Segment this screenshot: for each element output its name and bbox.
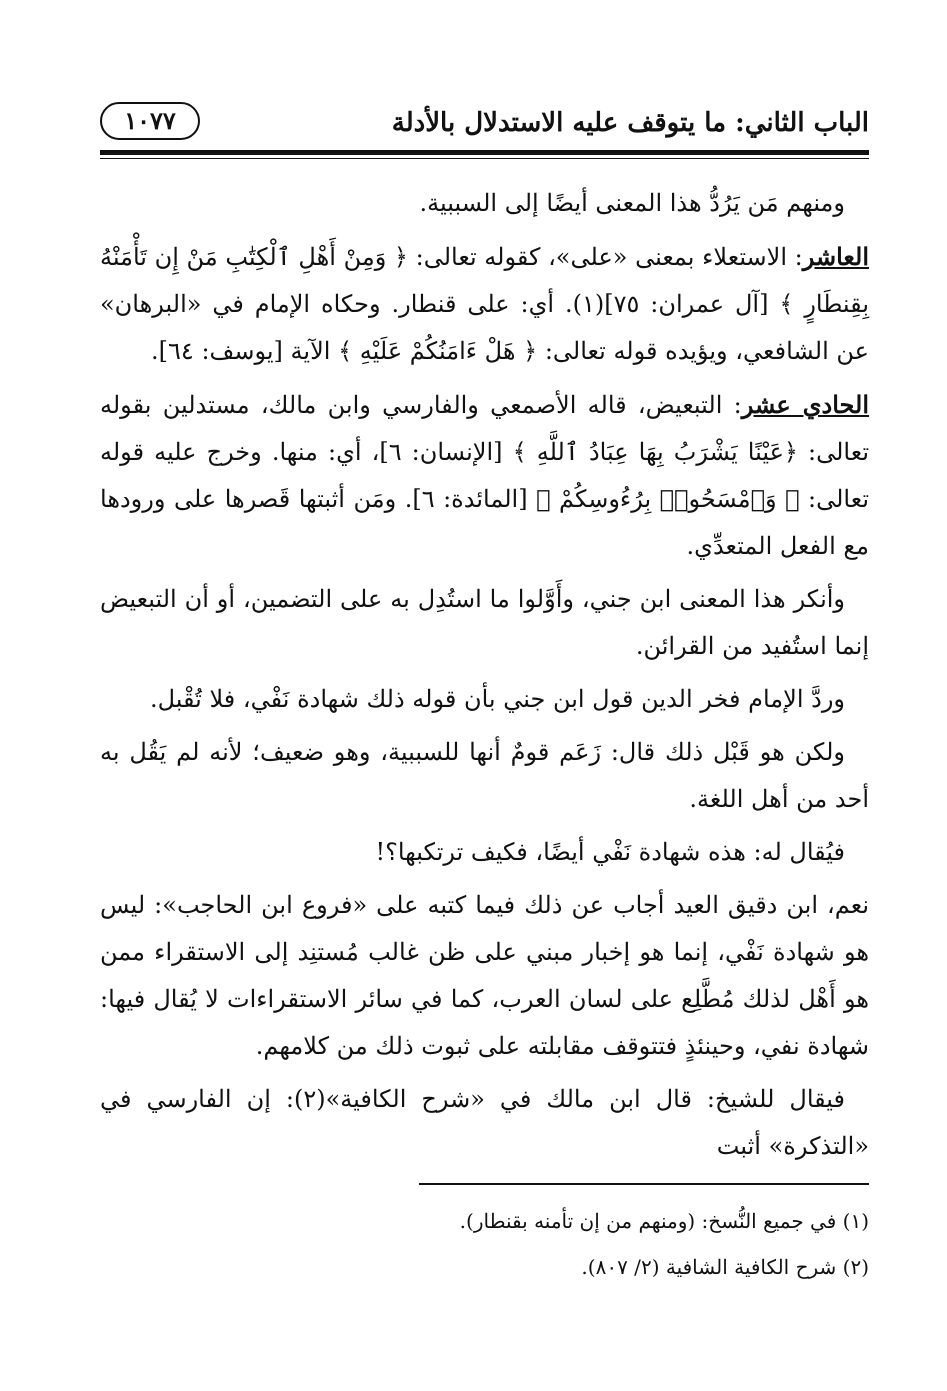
paragraph [100, 576, 869, 670]
running-title: الباب الثاني: ما يتوقف عليه الاستدلال بالأدلة [391, 108, 869, 138]
page-header [100, 96, 869, 148]
paragraph [100, 829, 869, 876]
paragraph-text: نعم، ابن دقيق العيد أجاب عن ذلك فيما كتبه على «فروع ابن الحاجب»: ليس هو شهادة نَفْي، إنما هو إخبار مبني على ظن غالب مُستنِد إلى الاستقراء ممن هو أَهْل لذلك مُطَّلِع على لسان العرب، كما في سائر الاستقراءات لا يُقال فيها: شهادة نفي، وحينئذٍ فتتوقف مقابلته على ثبوت ذلك من كلامهم. [100, 891, 870, 1060]
header-rule-thin [100, 158, 869, 159]
header-rule-thick [100, 150, 869, 155]
page-number-badge: ١٠٧٧ [100, 102, 200, 140]
paragraph [100, 180, 869, 227]
paragraph [100, 676, 869, 723]
paragraph [100, 1076, 869, 1170]
paragraph [100, 882, 869, 1070]
paragraph [100, 381, 869, 570]
section-lead: الحادي عشر [741, 390, 870, 419]
footnote: (١) في جميع النُّسخ: (ومنهم من إن تأمنه بقنطار). [459, 1209, 869, 1233]
paragraph-text: ومنهم مَن يَرُدُّ هذا المعنى أيضًا إلى السببية. [419, 189, 845, 217]
paragraph [100, 233, 869, 375]
paragraph-text: فيُقال له: هذه شهادة نَفْي أيضًا، فكيف ترتكبها؟! [375, 838, 845, 866]
paragraph-text: : الاستعلاء بمعنى «على»، كقوله تعالى: ﴿ وَمِنْ أَهْلِ ٱلْكِتَٰبِ مَنْ إِن تَأْمَنْهُ بِقِنطَارٍ ﴾ [آل عمران: ٧٥](١). أي: على قنطار. وحكاه الإمام في «البرهان» عن الشافعي، ويؤيده قوله تعالى: ﴿ هَلْ ءَامَنُكُمْ عَلَيْهِ ﴾ الآية [يوسف: ٦٤]. [100, 243, 869, 365]
footnote: (٢) شرح الكافية الشافية (٢/ ٨٠٧). [581, 1255, 869, 1279]
paragraph-text: ولكن هو قَبْل ذلك قال: زَعَم قومٌ أنها للسببية، وهو ضعيف؛ لأنه لم يَقُل به أحد من أهل اللغة. [100, 738, 869, 813]
section-lead: العاشر [802, 242, 869, 271]
paragraph-text: فيقال للشيخ: قال ابن مالك في «شرح الكافية»(٢): إن الفارسي في «التذكرة» أثبت [100, 1085, 869, 1160]
footnotes [100, 1198, 869, 1290]
paragraph-text: وردَّ الإمام فخر الدين قول ابن جني بأن قوله ذلك شهادة نَفْي، فلا تُقْبل. [149, 685, 845, 713]
paragraph-text: : التبعيض، قاله الأصمعي والفارسي وابن مالك، مستدلين بقوله تعالى: ﴿عَيْنًا يَشْرَبُ بِهَا عِبَادُ ٱللَّهِ ﴾ [الإنسان: ٦]، أي: منها. وخرج عليه قوله تعالى: ﴿ وَٱمْسَحُوا۟ بِرُءُوسِكُمْ ﴾ [المائدة: ٦]. ومَن أثبتها قَصرها على ورودها مع الفعل المتعدِّي. [100, 391, 870, 560]
main-text [100, 180, 869, 1176]
paragraph-text: وأنكر هذا المعنى ابن جني، وأَوَّلوا ما استُدِل به على التضمين، أو أن التبعيض إنما استُفيد من القرائن. [100, 585, 869, 660]
paragraph [100, 729, 869, 823]
